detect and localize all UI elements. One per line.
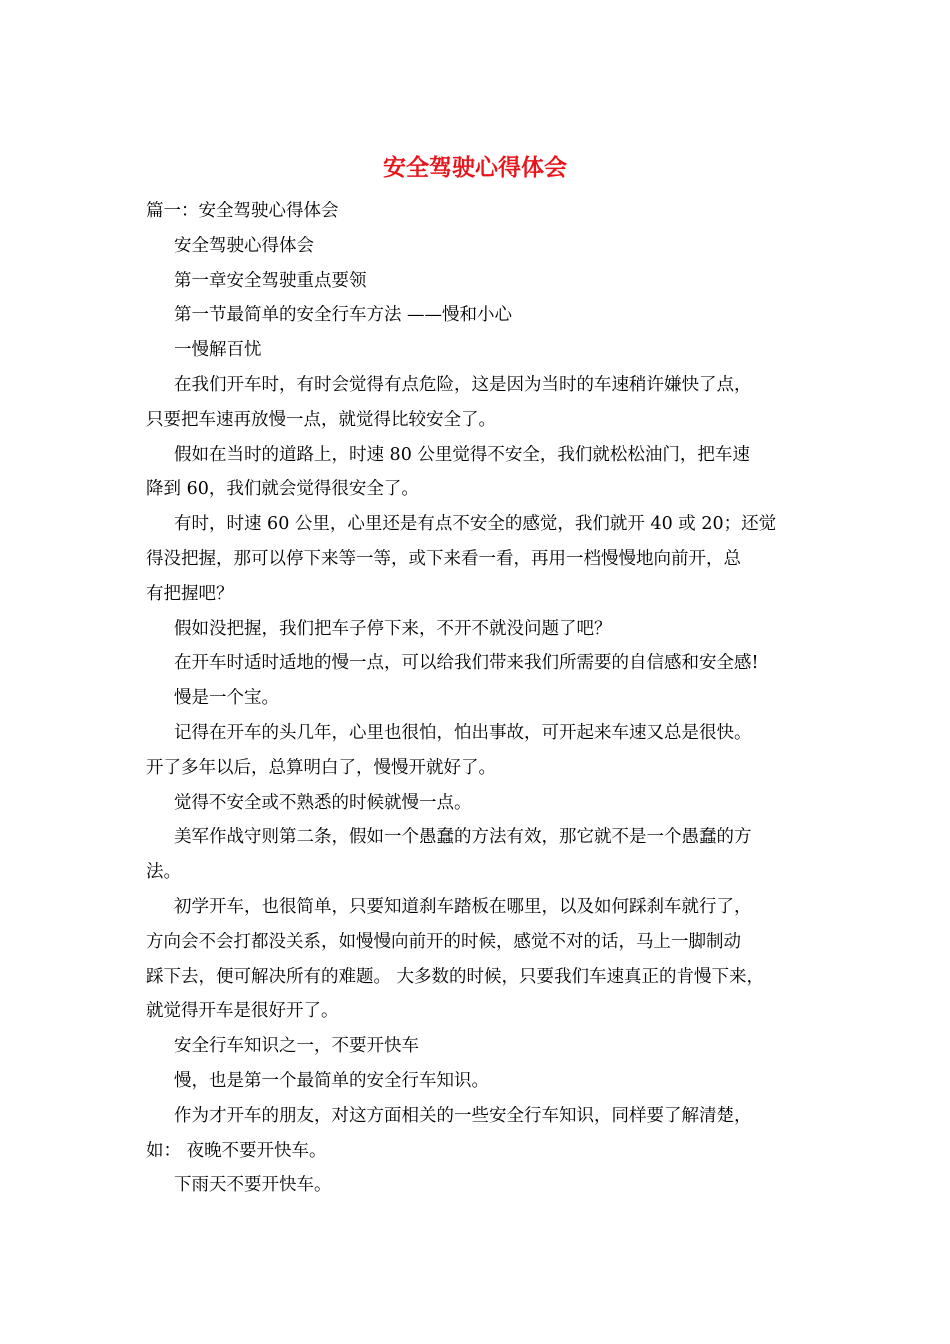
text-line: 一慢解百忧 <box>174 340 262 361</box>
text-line: 第一章安全驾驶重点要领 <box>174 270 367 291</box>
text-line: 方向会不会打都没关系，如慢慢向前开的时候，感觉不对的话，马上一脚制动 <box>146 931 741 952</box>
text-line: 法。 <box>146 862 181 883</box>
text-line: 就觉得开车是很好开了。 <box>146 1001 339 1022</box>
text-line: 假如在当时的道路上，时速 80 公里觉得不安全，我们就松松油门，把车速 <box>174 444 750 465</box>
text-line: 安全行车知识之一，不要开快车 <box>174 1036 419 1057</box>
text-line: 踩下去，便可解决所有的难题。 大多数的时候，只要我们车速真正的肯慢下来， <box>146 966 765 987</box>
text-line: 初学开车，也很简单，只要知道刹车踏板在哪里，以及如何踩刹车就行了， <box>174 896 752 917</box>
text-line: 得没把握，那可以停下来等一等，或下来看一看，再用一档慢慢地向前开，总 <box>146 548 741 569</box>
document-title: 安全驾驶心得体会 <box>383 154 567 181</box>
text-line: 下雨天不要开快车。 <box>174 1175 332 1196</box>
text-line: 作为才开车的朋友，对这方面相关的一些安全行车知识，同样要了解清楚， <box>174 1105 752 1126</box>
text-line: 安全驾驶心得体会 <box>174 235 314 256</box>
text-line: 如： 夜晚不要开快车。 <box>146 1140 327 1161</box>
text-line: 开了多年以后，总算明白了，慢慢开就好了。 <box>146 757 496 778</box>
text-line: 有时，时速 60 公里，心里还是有点不安全的感觉，我们就开 40 或 20；还觉 <box>174 514 777 535</box>
text-line: 美军作战守则第二条，假如一个愚蠢的方法有效，那它就不是一个愚蠢的方 <box>174 827 752 848</box>
text-line: 在我们开车时，有时会觉得有点危险，这是因为当时的车速稍许嫌快了点， <box>174 374 752 395</box>
text-line: 记得在开车的头几年，心里也很怕，怕出事故，可开起来车速又总是很快。 <box>174 722 752 743</box>
text-line: 篇一：安全驾驶心得体会 <box>146 201 339 221</box>
text-line: 慢是一个宝。 <box>174 688 279 709</box>
text-line: 降到 60，我们就会觉得很安全了。 <box>146 479 419 500</box>
text-line: 假如没把握，我们把车子停下来，不开不就没问题了吧？ <box>174 618 612 639</box>
text-line: 觉得不安全或不熟悉的时候就慢一点。 <box>174 792 472 813</box>
text-line: 慢，也是第一个最简单的安全行车知识。 <box>174 1070 489 1091</box>
text-line: 有把握吧？ <box>146 583 234 604</box>
document-body <box>146 194 811 1203</box>
text-line: 在开车时适时适地的慢一点，可以给我们带来我们所需要的自信感和安全感! <box>174 653 759 674</box>
text-line: 只要把车速再放慢一点，就觉得比较安全了。 <box>146 409 496 430</box>
text-line: 第一节最简单的安全行车方法 ——慢和小心 <box>174 305 513 326</box>
